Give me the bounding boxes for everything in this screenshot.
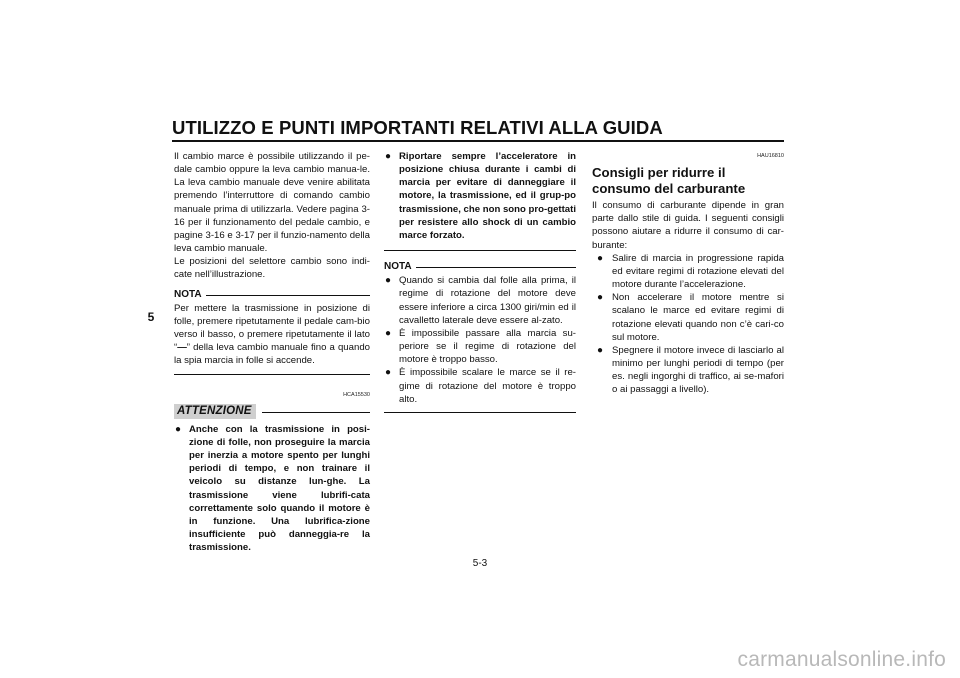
attention-rule: [262, 412, 370, 413]
list-item: [592, 252, 784, 291]
chapter-tab: 5: [147, 310, 155, 324]
bullet-icon: ●: [385, 151, 392, 162]
page-number: 5-3: [472, 558, 488, 569]
shift-positions-paragraph: Le posizioni del selettore cambio sono indi-cate nell’illustrazione.: [174, 256, 370, 281]
attention-list: [174, 423, 370, 555]
nota-rule: [416, 267, 576, 268]
list-item-text: È impossibile scalare le marce se il re-gime di rotazione del motore è troppo alto.: [399, 367, 576, 405]
attention-code: HCA15530: [343, 391, 370, 398]
bullet-icon: ●: [385, 367, 392, 379]
list-item: [384, 327, 576, 366]
list-item: [384, 366, 576, 405]
nota-end-rule: [174, 374, 370, 375]
list-item: [174, 423, 370, 555]
nota-label: NOTA: [384, 261, 412, 273]
list-item: [384, 274, 576, 327]
attention-end-rule: [384, 250, 576, 251]
section-code: HAU16810: [757, 153, 784, 159]
nota-heading: [174, 288, 370, 301]
bullet-icon: ●: [597, 252, 604, 264]
page-title: UTILIZZO E PUNTI IMPORTANTI RELATIVI ALLA GUIDA: [172, 117, 663, 138]
nota-end-rule: [384, 412, 576, 413]
list-item-text: Anche con la trasmissione in posi-zione di folle, non proseguire la marcia per inerzia a motore spento per lunghi periodi di tempo, e non trainare il veicolo su distanze lun-ghe. La trasmissione viene lubrifi-cata correttamente solo quando il motore è in funzione. Una lubrifica-zione insufficiente può danneggia-re la trasmissione.: [189, 423, 370, 554]
attention-label: ATTENZIONE: [174, 404, 256, 419]
title-rule: [172, 140, 784, 142]
list-item-text: Spegnere il motore invece di lasciarlo al minimo per lunghi periodi di tempo (per es. negli ingorghi di traffico, ai se-mafori o ai passaggi a livello).: [612, 344, 784, 396]
bullet-icon: ●: [385, 275, 392, 287]
nota-rule: [206, 295, 370, 296]
bullet-icon: ●: [385, 327, 392, 339]
list-item: [384, 150, 576, 242]
nota-text-before: Per mettere la trasmissione in posizione di folle, premere ripetutamente il pedale cam-bio verso il basso, o premere ripetutamente il lato “: [174, 302, 370, 354]
section-intro: Il consumo di carburante dipende in gran parte dallo stile di guida. I seguenti consigli possono aiutare a ridurre il consumo di car-burante:: [592, 200, 784, 251]
list-item-text: Riportare sempre l’acceleratore in posizione chiusa durante i cambi di marcia per evitare di danneggiare il motore, la trasmissione, ed il grup-po trasmissione, che non sono pro-gettati per resistere allo shock di un cambio marce forzato.: [399, 151, 576, 241]
attention-heading: [174, 404, 370, 419]
list-item-text: Quando si cambia dal folle alla prima, il regime di rotazione del motore deve essere inferiore a circa 1300 giri/min ed il cavalletto laterale deve essere al-zato.: [399, 275, 576, 326]
nota-heading: [384, 260, 576, 273]
nota-text: [174, 302, 370, 368]
column-middle: [384, 150, 576, 413]
list-item-text: Salire di marcia in progressione rapida ed evitare regimi di rotazione elevati del motore durante l’accelerazione.: [612, 252, 784, 291]
watermark: carmanualsonline.info: [737, 648, 946, 671]
column-right: [592, 150, 784, 397]
section-title: Consigli per ridurre il consumo del carburante: [592, 165, 746, 196]
nota-list: [384, 274, 576, 406]
list-item-text: Non accelerare il motore mentre si scalano le marce ed evitare regimi di rotazione elevati quando non c’è cari-co sul motore.: [612, 292, 784, 343]
attention-list-continued: [384, 150, 576, 242]
bullet-icon: ●: [597, 292, 604, 304]
column-left: [174, 150, 370, 554]
list-item-text: È impossibile passare alla marcia su-periore se il regime di rotazione del motore è troppo basso.: [399, 327, 576, 366]
nota-text-after: ” della leva cambio manuale fino a quando la spia marcia in folle si accende.: [174, 342, 370, 367]
tips-list: [592, 252, 784, 397]
bullet-icon: ●: [597, 344, 604, 356]
gearshift-paragraph: Il cambio marce è possibile utilizzando il pe-dale cambio oppure la leva cambio manua-le. La leva cambio manuale deve venire abilitata premendo l’interruttore di comando cambio manuale prima di utilizzarla. Vedere pagina 3-16 per il funzionamento del pedale cambio, e pagine 3-16 e 3-17 per il funzio-namento della leva cambio manuale.: [174, 151, 370, 255]
bullet-icon: ●: [175, 423, 182, 435]
list-item: [592, 291, 784, 344]
list-item: [592, 344, 784, 397]
minus-symbol: —: [177, 342, 187, 354]
nota-label: NOTA: [174, 288, 202, 300]
